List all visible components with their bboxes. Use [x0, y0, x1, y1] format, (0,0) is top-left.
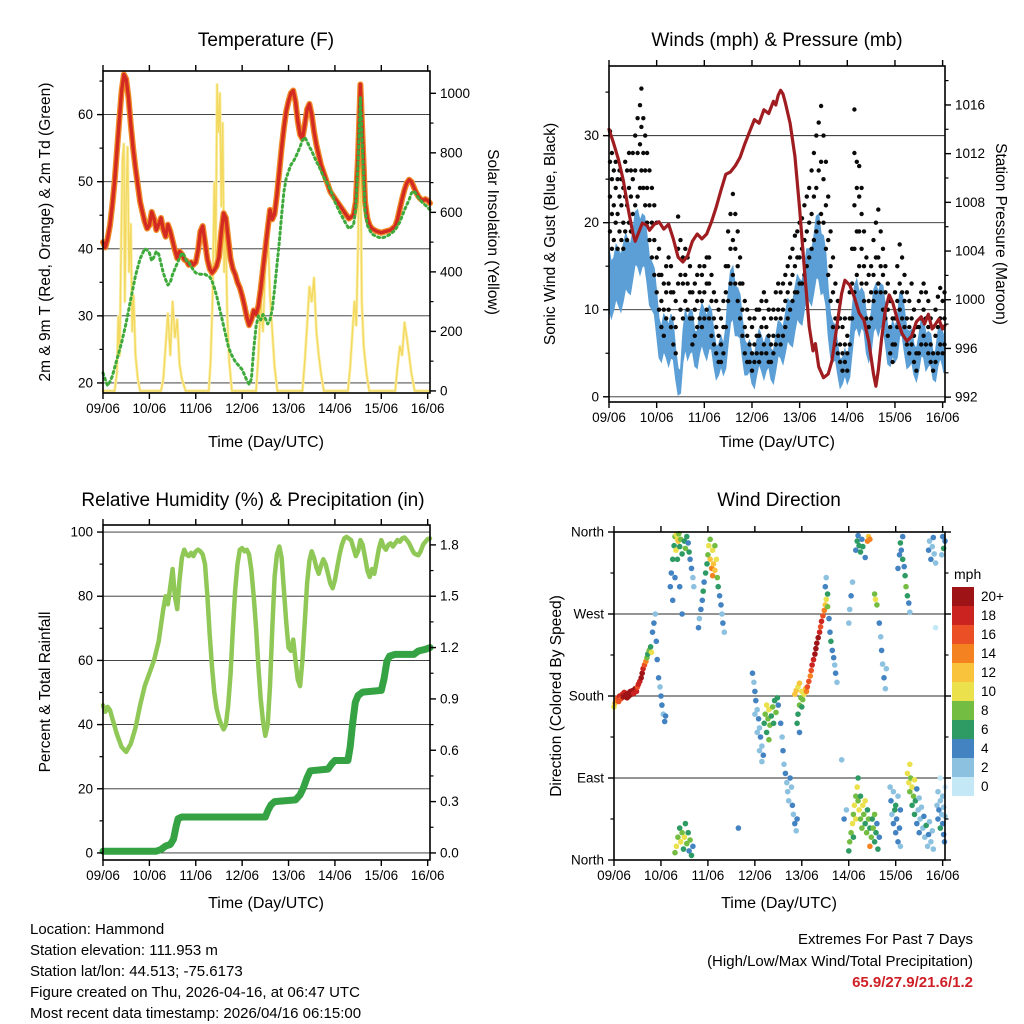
colorbar-label: 0 — [981, 779, 989, 794]
temperature-title: Temperature (F) — [197, 30, 335, 51]
wind-band — [609, 210, 945, 395]
svg-text:0.3: 0.3 — [440, 794, 459, 810]
colorbar-swatch — [952, 663, 974, 682]
colorbar-swatch — [952, 682, 974, 701]
colorbar-entry — [952, 739, 1004, 758]
colorbar-label: 10 — [981, 684, 997, 699]
svg-text:10: 10 — [583, 302, 599, 318]
colorbar-label: 20+ — [981, 589, 1004, 604]
humidity-xlabel: Time (Day/UTC) — [208, 895, 324, 912]
svg-text:30: 30 — [583, 128, 599, 144]
svg-text:11/06: 11/06 — [179, 868, 213, 883]
svg-text:12/06: 12/06 — [735, 410, 769, 425]
winds-title: Winds (mph) & Pressure (mb) — [651, 30, 903, 51]
svg-text:1.5: 1.5 — [440, 588, 459, 604]
svg-text:10/06: 10/06 — [132, 401, 167, 416]
svg-text:13/06: 13/06 — [271, 868, 306, 883]
svg-text:13/06: 13/06 — [784, 868, 819, 883]
svg-text:09/06: 09/06 — [86, 401, 120, 416]
colorbar-swatch — [952, 625, 974, 644]
colorbar-entry — [952, 701, 1004, 720]
winds-xlabel: Time (Day/UTC) — [719, 434, 835, 451]
colorbar-label: 6 — [981, 722, 989, 737]
extremes-values: 65.9/27.9/21.6/1.2 — [852, 974, 973, 991]
svg-text:60: 60 — [77, 107, 93, 123]
wind-speed-colorbar — [952, 566, 1004, 796]
colorbar-swatch — [952, 606, 974, 625]
svg-text:10/06: 10/06 — [639, 410, 674, 425]
svg-text:15/06: 15/06 — [878, 410, 912, 425]
svg-text:09/06: 09/06 — [86, 868, 120, 883]
svg-text:800: 800 — [440, 145, 463, 161]
colorbar-entry — [952, 777, 1004, 796]
humidity-precip-chart — [0, 470, 512, 940]
colorbar-label: 4 — [981, 741, 989, 756]
svg-text:30: 30 — [77, 308, 93, 324]
station-info — [30, 919, 361, 1024]
svg-text:12/06: 12/06 — [225, 868, 260, 883]
svg-text:20: 20 — [77, 781, 93, 797]
temp-2m-9m — [103, 74, 430, 325]
colorbar-label: 12 — [981, 665, 997, 680]
svg-text:1008: 1008 — [955, 194, 986, 210]
svg-text:1.8: 1.8 — [440, 537, 459, 553]
svg-text:1004: 1004 — [955, 243, 986, 259]
svg-text:40: 40 — [77, 241, 93, 257]
svg-text:400: 400 — [440, 264, 463, 280]
svg-text:16/06: 16/06 — [925, 868, 960, 883]
colorbar-swatch — [952, 701, 974, 720]
colorbar-entry — [952, 587, 1004, 606]
station-elevation: Station elevation: 111.953 m — [30, 942, 218, 959]
wind_direction-series — [611, 531, 948, 858]
svg-text:14/06: 14/06 — [830, 410, 865, 425]
svg-text:South: South — [568, 688, 604, 704]
svg-text:1012: 1012 — [955, 146, 986, 162]
svg-text:12/06: 12/06 — [225, 401, 260, 416]
svg-text:13/06: 13/06 — [782, 410, 817, 425]
humidity-axes — [70, 519, 458, 883]
svg-text:1000: 1000 — [955, 292, 986, 308]
svg-text:West: West — [573, 606, 604, 622]
temperature-ylabel: 2m & 9m T (Red, Orange) & 2m Td (Green) — [37, 82, 54, 382]
svg-text:200: 200 — [440, 323, 463, 339]
svg-text:16/06: 16/06 — [410, 401, 445, 416]
svg-text:15/06: 15/06 — [364, 868, 399, 883]
svg-text:North: North — [570, 524, 604, 540]
colorbar-entry — [952, 644, 1004, 663]
svg-text:14/06: 14/06 — [318, 868, 352, 883]
wind-direction-title: Wind Direction — [717, 490, 841, 511]
data-timestamp: Most recent data timestamp: 2026/04/16 06:15:00 — [30, 1005, 362, 1022]
svg-text:11/06: 11/06 — [179, 401, 213, 416]
temperature-series — [103, 74, 430, 391]
svg-text:15/06: 15/06 — [364, 401, 399, 416]
colorbar-swatch — [952, 644, 974, 663]
humidity-ylabel: Percent & Total Rainfall — [37, 611, 54, 773]
humidity-title: Relative Humidity (%) & Precipitation (in) — [81, 490, 425, 511]
direction-ylabel: Direction (Colored By Speed) — [548, 595, 565, 797]
svg-text:60: 60 — [77, 652, 93, 668]
solar-ylabel: Solar Insolation (Yellow) — [484, 149, 501, 315]
temperature-chart — [0, 0, 512, 470]
extremes-subheading: (High/Low/Max Wind/Total Precipitation) — [707, 952, 973, 970]
winds-pressure-chart — [512, 0, 1024, 470]
colorbar-entry — [952, 720, 1004, 739]
svg-text:20: 20 — [77, 375, 93, 391]
svg-text:09/06: 09/06 — [597, 868, 631, 883]
colorbar-swatch — [952, 587, 974, 606]
svg-text:996: 996 — [955, 340, 978, 356]
station-latlon: Station lat/lon: 44.513; -75.6173 — [30, 963, 243, 980]
svg-text:992: 992 — [955, 389, 978, 405]
colorbar-label: 16 — [981, 627, 997, 642]
svg-text:100: 100 — [70, 524, 93, 540]
colorbar-label: 8 — [981, 703, 989, 718]
svg-text:0.6: 0.6 — [440, 742, 459, 758]
colorbar-entry — [952, 682, 1004, 701]
colorbar-entry — [952, 758, 1004, 777]
svg-text:0: 0 — [85, 845, 93, 861]
svg-text:15/06: 15/06 — [878, 868, 913, 883]
relative-humidity — [103, 537, 430, 752]
colorbar-label: 2 — [981, 760, 989, 775]
svg-text:10/06: 10/06 — [644, 868, 678, 883]
svg-text:14/06: 14/06 — [318, 401, 352, 416]
svg-text:1.2: 1.2 — [440, 640, 459, 656]
colorbar-swatch — [952, 739, 974, 758]
rainfall — [103, 648, 430, 852]
svg-text:0.0: 0.0 — [440, 845, 459, 861]
temperature-xlabel: Time (Day/UTC) — [208, 434, 324, 451]
wind-direction-chart — [512, 470, 1024, 940]
svg-text:11/06: 11/06 — [687, 410, 721, 425]
svg-text:16/06: 16/06 — [410, 868, 445, 883]
svg-text:0: 0 — [591, 389, 599, 405]
colorbar-swatch — [952, 777, 974, 796]
extremes-heading: Extremes For Past 7 Days — [797, 931, 973, 948]
svg-text:1016: 1016 — [955, 97, 986, 113]
svg-text:80: 80 — [77, 588, 93, 604]
figure-created: Figure created on Thu, 2026-04-16, at 06:47 UTC — [30, 984, 360, 1001]
svg-text:North: North — [570, 852, 604, 868]
wind-ylabel: Sonic Wind & Gust (Blue, Black) — [542, 122, 559, 346]
colorbar-swatch — [952, 720, 974, 739]
pressure-ylabel: Station Pressure (Maroon) — [992, 143, 1009, 325]
colorbar-entry — [952, 606, 1004, 625]
direction-dots — [611, 531, 948, 858]
svg-text:50: 50 — [77, 174, 93, 190]
winds-series — [608, 86, 947, 395]
colorbar-entry — [952, 625, 1004, 644]
svg-text:13/06: 13/06 — [271, 401, 306, 416]
colorbar-title: mph — [954, 566, 982, 582]
svg-text:East: East — [576, 770, 604, 786]
svg-text:40: 40 — [77, 717, 93, 733]
svg-text:11/06: 11/06 — [691, 868, 725, 883]
svg-text:10/06: 10/06 — [132, 868, 167, 883]
colorbar-label: 14 — [981, 646, 997, 661]
svg-text:16/06: 16/06 — [925, 410, 960, 425]
extremes-block — [707, 929, 973, 994]
svg-text:0: 0 — [440, 383, 448, 399]
svg-text:12/06: 12/06 — [737, 868, 772, 883]
colorbar-swatch — [952, 758, 974, 777]
direction-xlabel: Time (Day/UTC) — [721, 895, 837, 912]
colorbar-entry — [952, 663, 1004, 682]
svg-text:14/06: 14/06 — [831, 868, 866, 883]
svg-text:600: 600 — [440, 204, 463, 220]
svg-text:0.9: 0.9 — [440, 691, 459, 707]
humidity-series — [103, 537, 430, 851]
colorbar-label: 18 — [981, 608, 997, 623]
svg-text:1000: 1000 — [440, 85, 471, 101]
svg-text:09/06: 09/06 — [592, 410, 626, 425]
station-location: Location: Hammond — [30, 921, 165, 938]
svg-text:20: 20 — [583, 215, 599, 231]
